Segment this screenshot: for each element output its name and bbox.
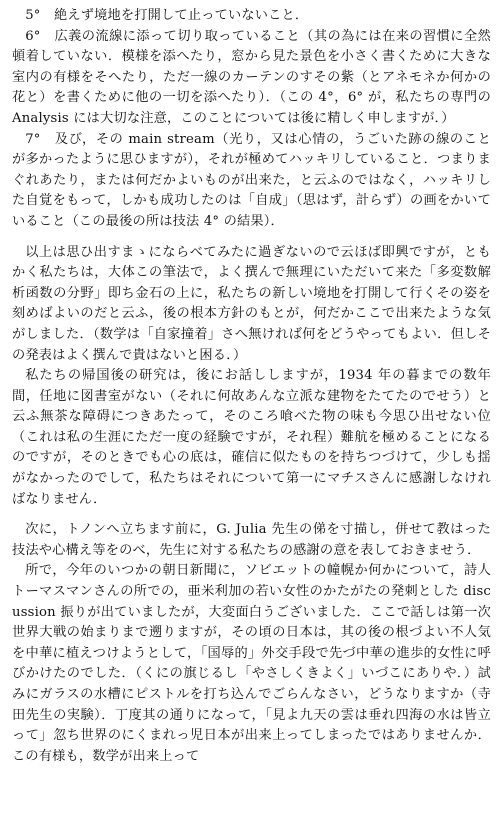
paragraph-return: 私たちの帰国後の研究は，後にお話ししますが，1934 年の暮までの数年間，任地に図書室がない（それに何故あんな立派な建物をたてたのでせう）と云ふ無茶な障碍につきあたって，そのころ喰べた物の味も今思ひ出せない位（これは私の生涯にただ一度の経験ですが，それ程）難航を極めることになるのですが，そのときでも心の底は，確信に似たものを持ちつづけて，少しも揺がなかったのでして，私たちはそれについて第一にマチスさんに感謝しなければなりません．: [12, 368, 491, 507]
paragraph-gap: [12, 510, 491, 520]
paragraph-asahi: 所で，今年のいつかの朝日新聞に，ソビエットの幢幌か何かについて，詩人トーマスマンさんの所での，亜米利加の若い女性のかたがたの発刺とした discussion 振りが出ていましたが，大変面白うございました．ここで話しは第一次世界大戦の始まりまで遡りますが，その頃の日本は，其の後の根づよい不人気を中華に植えつけようとして，「国辱的」外交手段で先づ中華の進歩的女性に呼びかけたのでした．（くにの旗じるし「やさしくきよく」いづこにありや．）試みにガラスの水槽にピストルを打ち込んでごらんなさい，どうなりますか（寺田先生の実験）．丁度其の通りになって，「見よ九天の雲は垂れ四海の水は皆立って」忽ち世界のにくまれっ児日本が出来上ってしまったではありませんか．この有様も，数学が出来上って: [12, 563, 491, 764]
paragraph-item-7: 7° 及び，その main stream（光り，又は心情の，うごいた跡の線のことが多かったように思ひますが），それが極めてハッキリしていること．つまりまぐれあたり，または何だかよいものが出来た，と云ふのではなく，ハッキリした自覚をもって，しかも成功したのは「自成」（思はず，計らず）の画をかいていること（この最後の所は技法 4° の結果）．: [12, 131, 491, 229]
paragraph-item-6: 6° 広義の流線に添って切り取っていること（其の為には在来の習慣に全然頓着していない．模様を添へたり，窓から見た景色を小さく書くために大きな室内の有様をそへたり，ただ一線のカーテンのすその紫（とアネモネか何かの花と）を書くために他の一切を添へたり）．（この 4°，6° が，私たちの専門の Analysis には大切な注意，このことについては後に精しく申しますが．）: [12, 28, 491, 126]
paragraph-summary: 以上は思ひ出すまゝにならべてみたに過ぎないので云ほば即興ですが，ともかく私たちは，大体この筆法で，よく撰んで無理にいただいて来た「多変数解析函数の分野」即ち金石の上に，私たちの新しい境地を打開して行くその姿を刻めばよいのだと云ふ，後の根本方針のもとが，何だかここで出来たような気がしました．（数学は「自家撞着」さへ無ければ何をどうやってもよい．但しその発表はよく撰んで貴はないと困る．）: [12, 244, 491, 363]
paragraph-item-5: 5° 絶えず境地を打開して止っていないこと．: [25, 8, 309, 23]
paragraph-julia: 次に，トノンへ立ちます前に，G. Julia 先生の俤を寸描し，併せて教はった技法や心構え等をのべ，先生に対する私たちの感謝の意を表しておきませう．: [12, 522, 491, 558]
paragraph-gap: [12, 233, 491, 243]
